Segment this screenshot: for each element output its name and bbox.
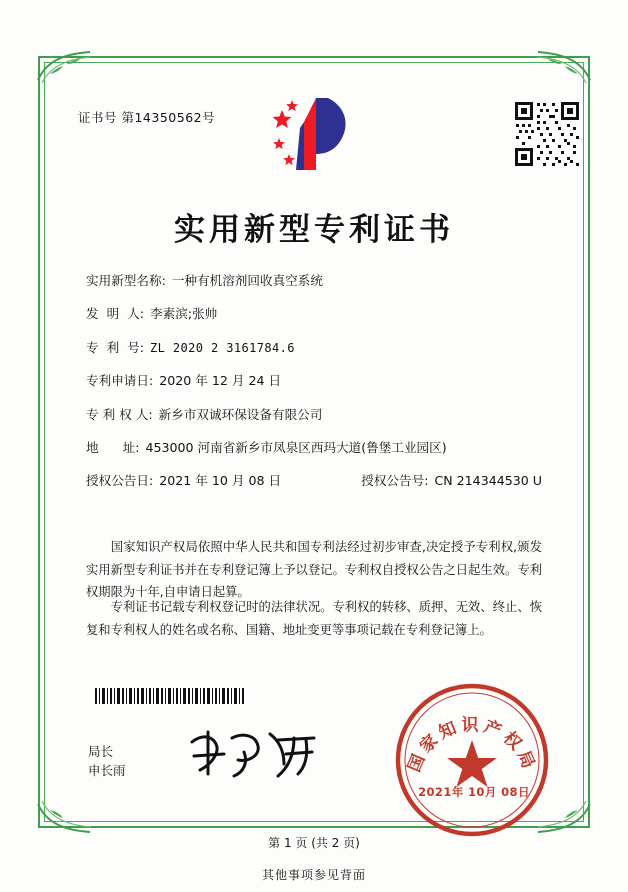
grant-date-label: 授权公告日:	[86, 473, 154, 489]
legal-paragraph-2	[86, 596, 542, 641]
field-row	[86, 439, 546, 458]
legal-paragraph-2-text: 专利证书记载专利权登记时的法律状况。专利权的转移、质押、无效、终止、恢复和专利权人的姓名或名称、国籍、地址变更等事项记载在专利登记簿上。	[86, 600, 542, 637]
field-label: 地 址:	[86, 439, 140, 455]
field-value: ZL 2020 2 3161784.6	[150, 340, 295, 355]
director-name-label: 申长雨	[88, 763, 126, 779]
field-value: 新乡市双诚环保设备有限公司	[158, 406, 323, 422]
field-label: 专 利 权 人:	[86, 406, 153, 422]
barcode-icon	[95, 688, 245, 704]
grant-announcement-row	[86, 472, 546, 491]
qr-code-icon	[513, 100, 581, 168]
field-label: 发 明 人:	[86, 306, 145, 322]
field-label: 实用新型名称:	[86, 273, 166, 288]
official-seal	[390, 678, 554, 842]
signature-labels	[88, 742, 126, 781]
page-number: 第 1 页 (共 2 页)	[268, 836, 360, 850]
corner-ornament-icon	[536, 50, 592, 84]
field-label: 专 利 号:	[86, 339, 145, 355]
handwritten-signature-icon	[186, 724, 326, 784]
field-row	[86, 339, 546, 358]
field-value: 453000 河南省新乡市凤泉区西玛大道(鲁堡工业园区)	[145, 439, 447, 455]
field-value: 一种有机溶剂回收真空系统	[171, 273, 323, 288]
grant-number-value: CN 214344530 U	[434, 473, 542, 489]
field-row	[86, 305, 546, 324]
director-title-label: 局长	[88, 744, 114, 759]
seal-date: 2021年 10月 08日	[418, 785, 530, 799]
svg-text:国家知识产权局: 国家知识产权局	[404, 715, 540, 776]
legal-paragraph-1-text: 国家知识产权局依照中华人民共和国专利法经过初步审查,决定授予专利权,颁发实用新型专利证书并在专利登记簿上予以登记。专利权自授权公告之日起生效。专利权期限为十年,自申请日起算。	[86, 540, 542, 600]
certificate-number: 证书号 第14350562号	[78, 110, 216, 125]
cnipa-logo-icon	[270, 92, 360, 178]
patent-field-list	[86, 272, 546, 506]
footer-note: 其他事项参见背面	[261, 868, 366, 882]
field-value: 李素滨;张帅	[150, 306, 218, 322]
field-row	[86, 372, 546, 391]
field-row	[86, 272, 546, 291]
field-label: 专利申请日:	[86, 373, 154, 389]
field-row	[86, 406, 546, 425]
corner-ornament-icon	[36, 50, 92, 84]
grant-number-label: 授权公告号:	[361, 473, 429, 489]
corner-ornament-icon	[36, 800, 92, 834]
field-value: 2020 年 12 月 24 日	[159, 373, 282, 389]
grant-date-value: 2021 年 10 月 08 日	[159, 473, 282, 489]
legal-paragraph-1	[86, 536, 542, 604]
page-title: 实用新型专利证书	[174, 212, 454, 248]
